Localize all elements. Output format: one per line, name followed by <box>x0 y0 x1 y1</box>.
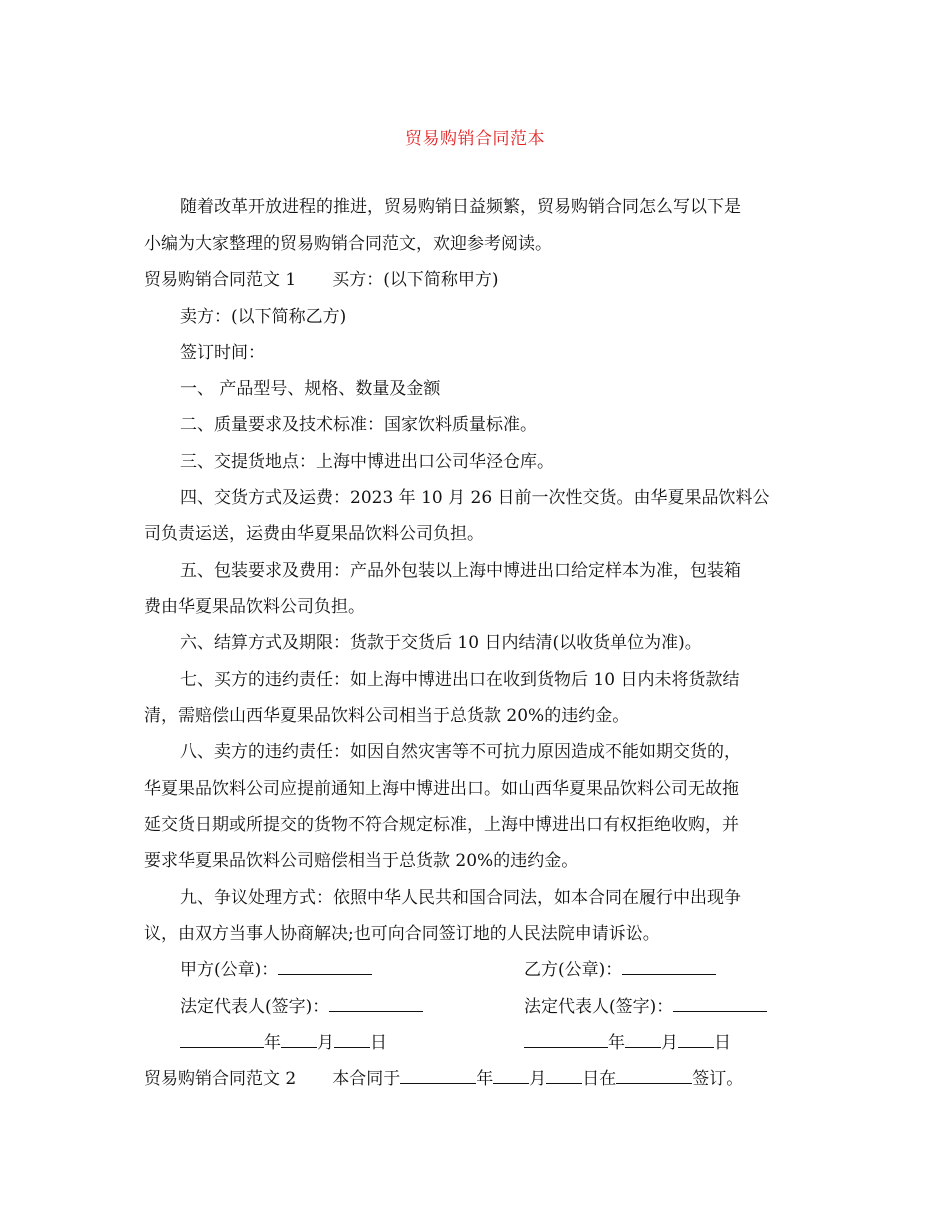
document-title: 贸易购销合同范本 <box>405 129 545 149</box>
clause-8-line-2: 华夏果品饮料公司应提前通知上海中博进出口。如山西华夏果品饮料公司无故拖 <box>144 779 739 799</box>
date-a-year-blank[interactable] <box>180 1033 264 1048</box>
clause-2: 二、质量要求及技术标准：国家饮料质量标准。 <box>180 415 537 435</box>
date-a-month: 月 <box>317 1033 334 1053</box>
clause-8-line-1: 八、卖方的违约责任：如因自然灾害等不可抗力原因造成不能如期交货的， <box>180 742 741 762</box>
date-a-month-blank[interactable] <box>281 1033 317 1048</box>
rep-b-label: 法定代表人(签字)： <box>524 997 674 1017</box>
date-a <box>180 1032 387 1054</box>
section-2-place-blank[interactable] <box>616 1069 692 1084</box>
clause-3: 三、交提货地点：上海中博进出口公司华泾仓库。 <box>180 452 554 472</box>
intro-paragraph-line-2: 小编为大家整理的贸易购销合同范文，欢迎参考阅读。 <box>144 234 552 254</box>
clause-9-line-2: 议，由双方当事人协商解决;也可向合同签订地的人民法院申请诉讼。 <box>144 924 660 944</box>
date-b <box>524 1032 731 1054</box>
party-b-seal-label: 乙方(公章)： <box>524 960 623 980</box>
section-2-day-at: 日在 <box>582 1069 617 1089</box>
section-2-heading: 贸易购销合同范文 2 <box>144 1069 297 1089</box>
rep-b-blank[interactable] <box>673 997 767 1012</box>
section-1-header <box>144 269 499 291</box>
section-2-year-blank[interactable] <box>400 1069 476 1084</box>
section-2-prefix: 本合同于 <box>332 1069 401 1089</box>
clause-7-line-1: 七、买方的违约责任：如上海中博进出口在收到货物后 10 日内未将货款结 <box>180 670 740 690</box>
party-a-seal-blank[interactable] <box>278 960 372 975</box>
date-b-month: 月 <box>661 1033 678 1053</box>
rep-a-label: 法定代表人(签字)： <box>180 997 330 1017</box>
section-1-heading: 贸易购销合同范文 1 <box>144 270 297 290</box>
intro-paragraph-line-1: 随着改革开放进程的推进，贸易购销日益频繁，贸易购销合同怎么写以下是 <box>180 197 741 217</box>
section-2-day-blank[interactable] <box>546 1069 582 1084</box>
rep-a <box>180 996 423 1018</box>
date-b-year-blank[interactable] <box>524 1033 608 1048</box>
date-b-day-blank[interactable] <box>678 1033 714 1048</box>
clause-8-line-4: 要求华夏果品饮料公司赔偿相当于总货款 20%的违约金。 <box>144 851 579 871</box>
party-b-seal <box>524 959 716 981</box>
date-b-year: 年 <box>608 1033 625 1053</box>
section-2-month: 月 <box>529 1069 547 1089</box>
party-a-seal <box>180 959 372 981</box>
party-b-seal-blank[interactable] <box>622 960 716 975</box>
buyer-line: 买方：(以下简称甲方) <box>332 270 499 290</box>
rep-a-blank[interactable] <box>329 997 423 1012</box>
date-a-day: 日 <box>370 1033 387 1053</box>
party-a-seal-label: 甲方(公章)： <box>180 960 279 980</box>
section-2-header <box>144 1068 743 1090</box>
seller-line: 卖方：(以下简称乙方) <box>180 307 347 327</box>
clause-5-line-1: 五、包装要求及费用：产品外包装以上海中博进出口给定样本为准，包装箱 <box>180 561 741 581</box>
date-b-day: 日 <box>714 1033 731 1053</box>
date-b-month-blank[interactable] <box>625 1033 661 1048</box>
clause-4-line-2: 司负责运送，运费由华夏果品饮料公司负担。 <box>144 524 484 544</box>
clause-1: 一、 产品型号、规格、数量及金额 <box>180 379 441 399</box>
sign-time-line: 签订时间： <box>180 343 265 363</box>
date-a-year: 年 <box>264 1033 281 1053</box>
section-2-month-blank[interactable] <box>493 1069 529 1084</box>
clause-7-line-2: 清，需赔偿山西华夏果品饮料公司相当于总货款 20%的违约金。 <box>144 706 630 726</box>
clause-9-line-1: 九、争议处理方式：依照中华人民共和国合同法，如本合同在履行中出现争 <box>180 888 741 908</box>
section-2-year: 年 <box>476 1069 494 1089</box>
clause-5-line-2: 费由华夏果品饮料公司负担。 <box>144 597 365 617</box>
rep-b <box>524 996 767 1018</box>
date-a-day-blank[interactable] <box>334 1033 370 1048</box>
section-2-signed: 签订。 <box>692 1069 744 1089</box>
clause-8-line-3: 延交货日期或所提交的货物不符合规定标准，上海中博进出口有权拒绝收购，并 <box>144 815 739 835</box>
clause-6: 六、结算方式及期限：货款于交货后 10 日内结清(以收货单位为准)。 <box>180 633 702 653</box>
clause-4-line-1: 四、交货方式及运费：2023 年 10 月 26 日前一次性交货。由华夏果品饮料公 <box>180 488 770 508</box>
